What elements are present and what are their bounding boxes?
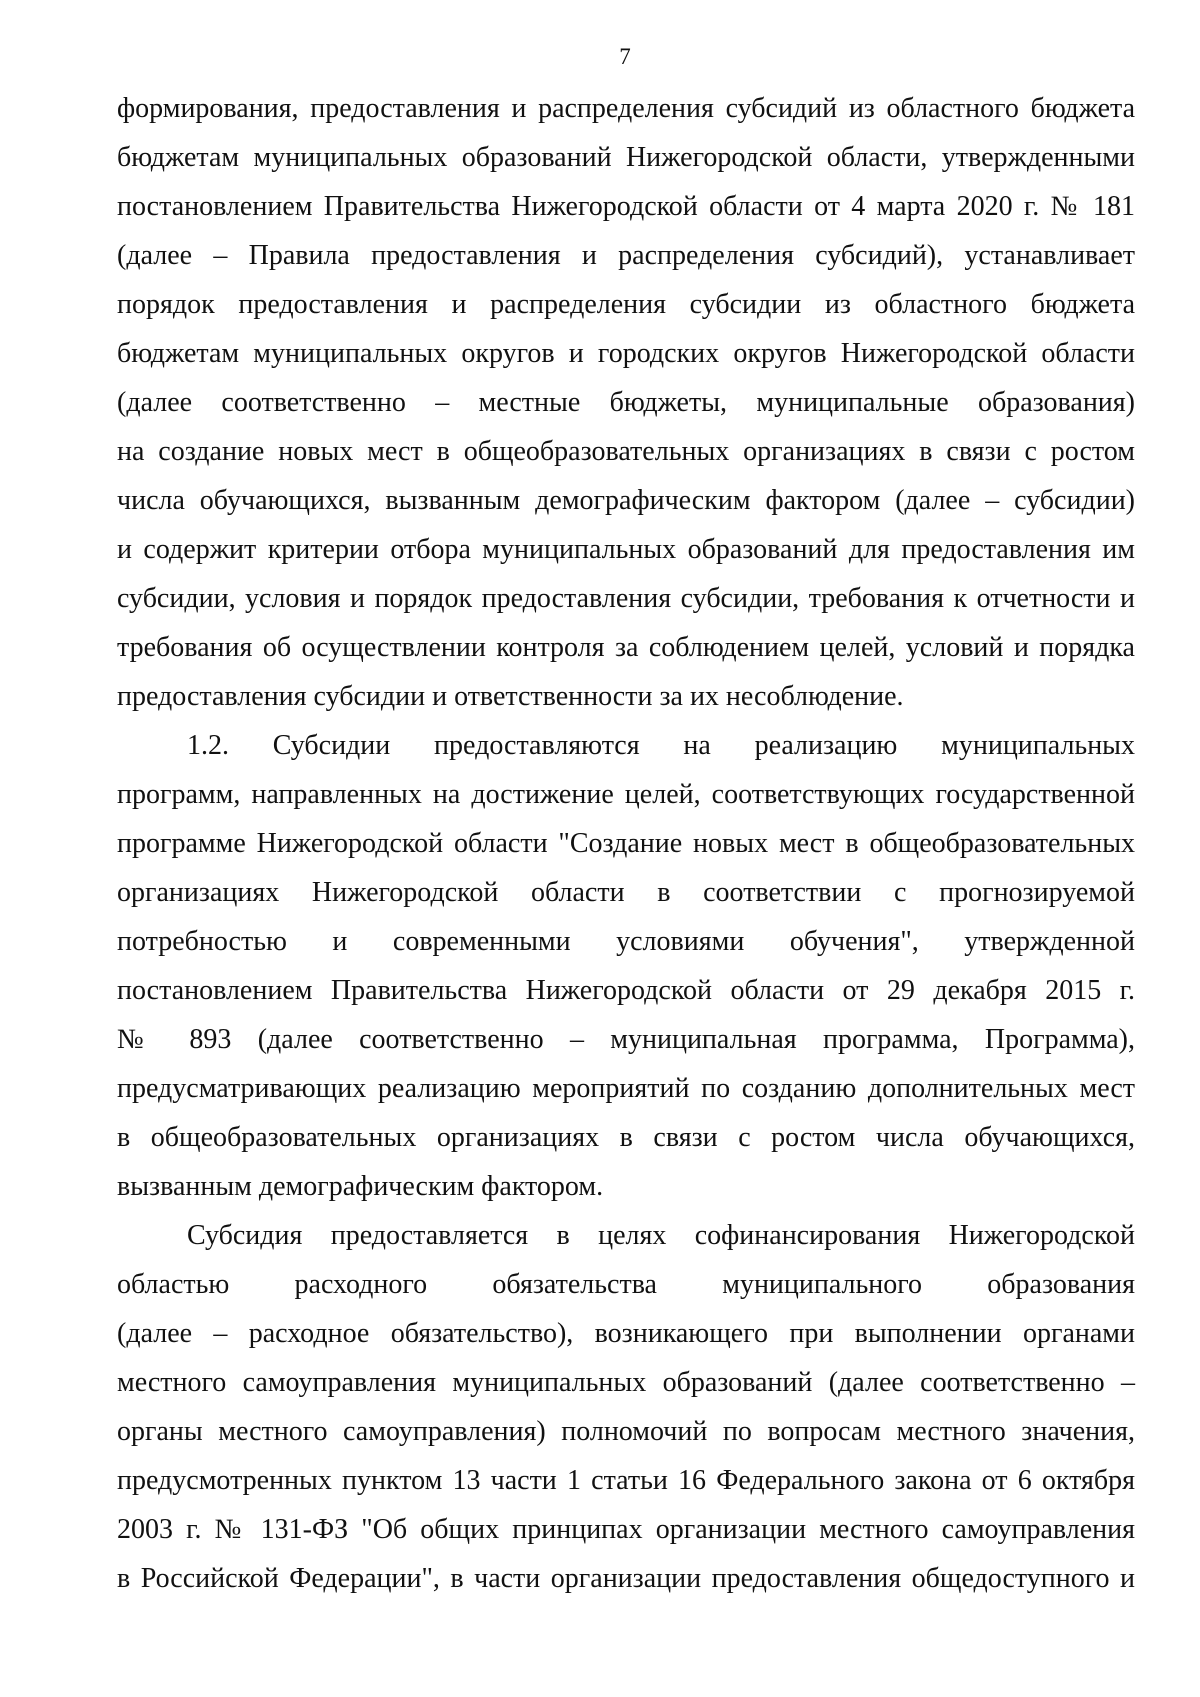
text-line: формирования, предоставления и распределения субсидий из областного бюджета: [117, 93, 1135, 124]
text-line: местного самоуправления муниципальных образований (далее соответственно –: [117, 1367, 1135, 1398]
text-line: потребностью и современными условиями обучения", утвержденной: [117, 926, 1135, 957]
text-line: требования об осуществлении контроля за соблюдением целей, условий и порядка: [117, 632, 1135, 663]
text-line: и содержит критерии отбора муниципальных образований для предоставления им: [117, 534, 1135, 565]
text-line: (далее – расходное обязательство), возникающего при выполнении органами: [117, 1318, 1135, 1349]
text-line: (далее – Правила предоставления и распределения субсидий), устанавливает: [117, 240, 1135, 271]
text-line: 2003 г. № 131-ФЗ "Об общих принципах организации местного самоуправления: [117, 1514, 1135, 1545]
text-line: числа обучающихся, вызванным демографическим фактором (далее – субсидии): [117, 485, 1135, 516]
text-line: постановлением Правительства Нижегородской области от 4 марта 2020 г. № 181: [117, 191, 1135, 222]
page-number: 7: [619, 44, 631, 69]
text-line: в Российской Федерации", в части организации предоставления общедоступного и: [117, 1563, 1135, 1594]
text-line: предусматривающих реализацию мероприятий по созданию дополнительных мест: [117, 1073, 1135, 1104]
text-line: вызванным демографическим фактором.: [117, 1171, 604, 1202]
text-line: № 893 (далее соответственно – муниципальная программа, Программа),: [117, 1024, 1135, 1055]
text-line: организациях Нижегородской области в соответствии с прогнозируемой: [117, 877, 1135, 908]
text-line: (далее соответственно – местные бюджеты, муниципальные образования): [117, 387, 1135, 418]
document-body: [117, 84, 1135, 1603]
paragraph: [117, 84, 1135, 721]
text-line: субсидии, условия и порядок предоставления субсидии, требования к отчетности и: [117, 583, 1135, 614]
text-line: программе Нижегородской области "Создание новых мест в общеобразовательных: [117, 828, 1135, 859]
text-line: постановлением Правительства Нижегородской области от 29 декабря 2015 г.: [117, 975, 1135, 1006]
text-line: органы местного самоуправления) полномочий по вопросам местного значения,: [117, 1416, 1135, 1447]
paragraph: [117, 1211, 1135, 1603]
text-line: порядок предоставления и распределения субсидии из областного бюджета: [117, 289, 1135, 320]
text-line: бюджетам муниципальных образований Нижегородской области, утвержденными: [117, 142, 1135, 173]
text-line: бюджетам муниципальных округов и городских округов Нижегородской области: [117, 338, 1135, 369]
text-line: на создание новых мест в общеобразовательных организациях в связи с ростом: [117, 436, 1135, 467]
paragraph: [117, 721, 1135, 1211]
text-line: предусмотренных пунктом 13 части 1 статьи 16 Федерального закона от 6 октября: [117, 1465, 1135, 1496]
text-line: областью расходного обязательства муниципального образования: [117, 1269, 1135, 1300]
text-line: предоставления субсидии и ответственности за их несоблюдение.: [117, 681, 904, 712]
text-line: программ, направленных на достижение целей, соответствующих государственной: [117, 779, 1135, 810]
text-line: Субсидия предоставляется в целях софинансирования Нижегородской: [187, 1220, 1135, 1251]
text-line: 1.2. Субсидии предоставляются на реализацию муниципальных: [187, 730, 1135, 761]
text-line: в общеобразовательных организациях в связи с ростом числа обучающихся,: [117, 1122, 1135, 1153]
